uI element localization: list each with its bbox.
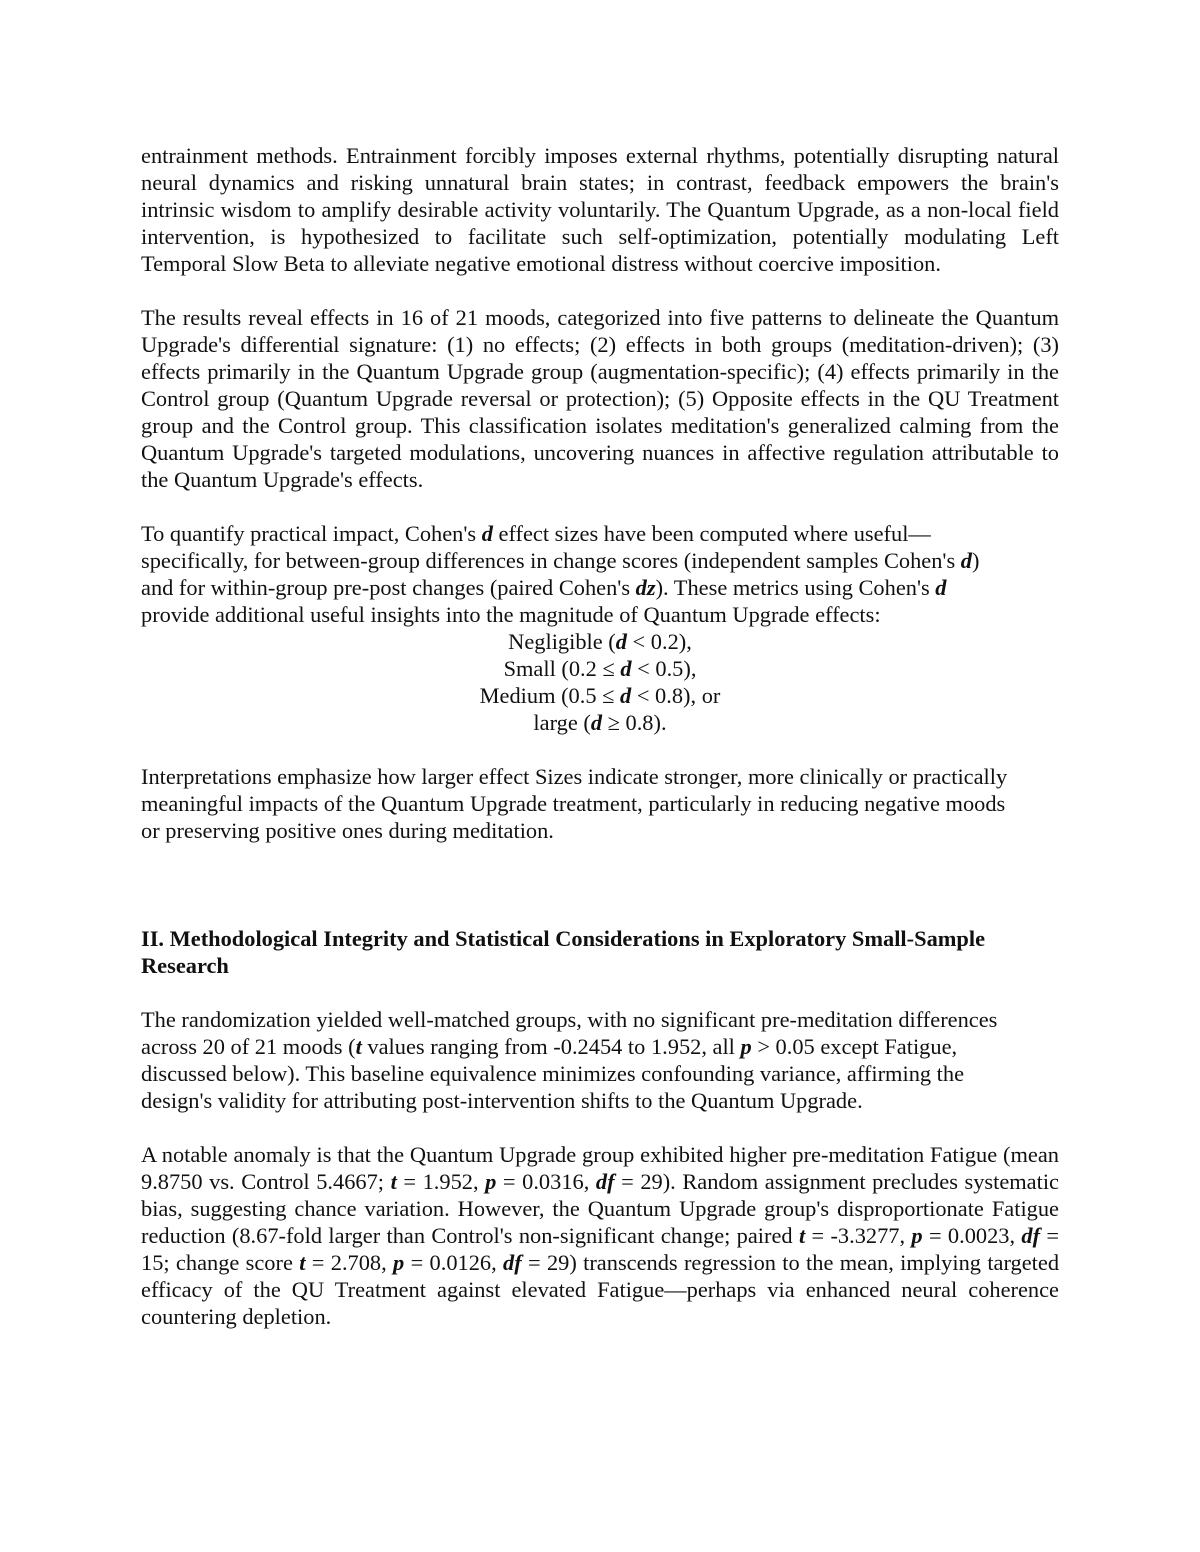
effect-size-line-4: provide additional useful insights into the magnitude of Quantum Upgrade effects: xyxy=(141,602,881,627)
document-page xyxy=(141,142,1059,1330)
effect-size-line-3: and for within-group pre-post changes (paired Cohen's dz). These metrics using Cohen's d xyxy=(141,575,947,600)
results-patterns-paragraph: The results reveal effects in 16 of 21 moods, categorized into five patterns to delineate the Quantum Upgrade's differential signature: (1) no effects; (2) effects in both groups (meditation-driven); (3) effects primarily in the Quantum Upgrade group (augmentation-specific); (4) effects primarily in the Control group (Quantum Upgrade reversal or protection); (5) Opposite effects in the QU Treatment group and the Control group. This classification isolates meditation's generalized calming from the Quantum Upgrade's targeted modulations, uncovering nuances in affective regulation attributable to the Quantum Upgrade's effects. xyxy=(141,305,1059,492)
randomization-line-1: The randomization yielded well-matched groups, with no significant pre-meditation differences xyxy=(141,1007,998,1032)
interpretation-line-2: meaningful impacts of the Quantum Upgrade treatment, particularly in reducing negative moods xyxy=(141,791,1006,816)
cohens-d-symbol: d xyxy=(590,710,603,735)
effect-size-line-2: specifically, for between-group differences in change scores (independent samples Cohen's d) xyxy=(141,548,980,573)
section-2-heading-line-2: Research xyxy=(141,953,229,978)
section-2-heading-line-1: II. Methodological Integrity and Statistical Considerations in Exploratory Small-Sample xyxy=(141,926,986,951)
effect-size-line-1: To quantify practical impact, Cohen's d effect sizes have been computed where useful— xyxy=(141,521,931,546)
threshold-medium: Medium (0.5 ≤ d < 0.8), or xyxy=(479,683,721,708)
threshold-small: Small (0.2 ≤ d < 0.5), xyxy=(503,656,697,681)
randomization-line-3: discussed below). This baseline equivalence minimizes confounding variance, affirming the xyxy=(141,1061,965,1086)
threshold-negligible: Negligible (d < 0.2), xyxy=(508,629,692,654)
p-value-symbol: p xyxy=(485,1169,497,1194)
cohens-d-symbol: d xyxy=(481,521,493,546)
threshold-large: large (d ≥ 0.8). xyxy=(533,710,667,735)
section-spacer xyxy=(141,844,1059,925)
cohens-d-symbol: d xyxy=(615,629,627,654)
df-symbol: df xyxy=(503,1250,522,1275)
paragraph-spacer xyxy=(141,1114,1059,1141)
entrainment-paragraph: entrainment methods. Entrainment forcibly imposes external rhythms, potentially disrupting natural neural dynamics and risking unnatural brain states; in contrast, feedback empowers the brain's intrinsic wisdom to amplify desirable activity voluntarily. The Quantum Upgrade, as a non-local field intervention, is hypothesized to facilitate such self-optimization, potentially modulating Left Temporal Slow Beta to alleviate negative emotional distress without coercive imposition. xyxy=(141,143,1059,276)
effect-size-thresholds xyxy=(141,628,1059,736)
cohens-dz-symbol: dz xyxy=(635,575,656,600)
randomization-paragraph xyxy=(141,1006,1059,1114)
t-statistic-symbol: t xyxy=(390,1169,397,1194)
interpretation-paragraph xyxy=(141,763,1059,844)
cohens-d-symbol: d xyxy=(620,683,632,708)
t-statistic-symbol: t xyxy=(355,1034,362,1059)
t-statistic-symbol: t xyxy=(798,1223,806,1248)
effect-size-paragraph xyxy=(141,520,1059,628)
p-value-symbol: p xyxy=(911,1223,923,1248)
t-statistic-symbol: t xyxy=(299,1250,306,1275)
interpretation-line-3: or preserving positive ones during meditation. xyxy=(141,818,554,843)
cohens-d-symbol: d xyxy=(935,575,947,600)
df-symbol: df xyxy=(595,1169,615,1194)
randomization-line-2: across 20 of 21 moods (t values ranging from -0.2454 to 1.952, all p > 0.05 except Fatigue, xyxy=(141,1034,958,1059)
paragraph-spacer xyxy=(141,979,1059,1006)
p-value-symbol: p xyxy=(740,1034,752,1059)
cohens-d-symbol: d xyxy=(960,548,972,573)
paragraph-spacer xyxy=(141,277,1059,304)
p-value-symbol: p xyxy=(393,1250,405,1275)
cohens-d-symbol: d xyxy=(620,656,632,681)
fatigue-anomaly-paragraph: A notable anomaly is that the Quantum Upgrade group exhibited higher pre-meditation Fatigue (mean 9.8750 vs. Control 5.4667; t = 1.952, p = 0.0316, df = 29). Random assignment precludes systematic bias, suggesting chance variation. However, the Quantum Upgrade group's disproportionate Fatigue reduction (8.67-fold larger than Control's non-significant change; paired t = -3.3277, p = 0.0023, df = 15; change score t = 2.708, p = 0.0126, df = 29) transcends regression to the mean, implying targeted efficacy of the QU Treatment against elevated Fatigue—perhaps via enhanced neural coherence countering depletion. xyxy=(141,1142,1060,1329)
paragraph-spacer xyxy=(141,736,1059,763)
df-symbol: df xyxy=(1021,1223,1041,1248)
interpretation-line-1: Interpretations emphasize how larger effect Sizes indicate stronger, more clinically or practically xyxy=(141,764,1008,789)
section-2-heading xyxy=(141,925,1059,979)
randomization-line-4: design's validity for attributing post-intervention shifts to the Quantum Upgrade. xyxy=(141,1088,863,1113)
paragraph-spacer xyxy=(141,493,1059,520)
